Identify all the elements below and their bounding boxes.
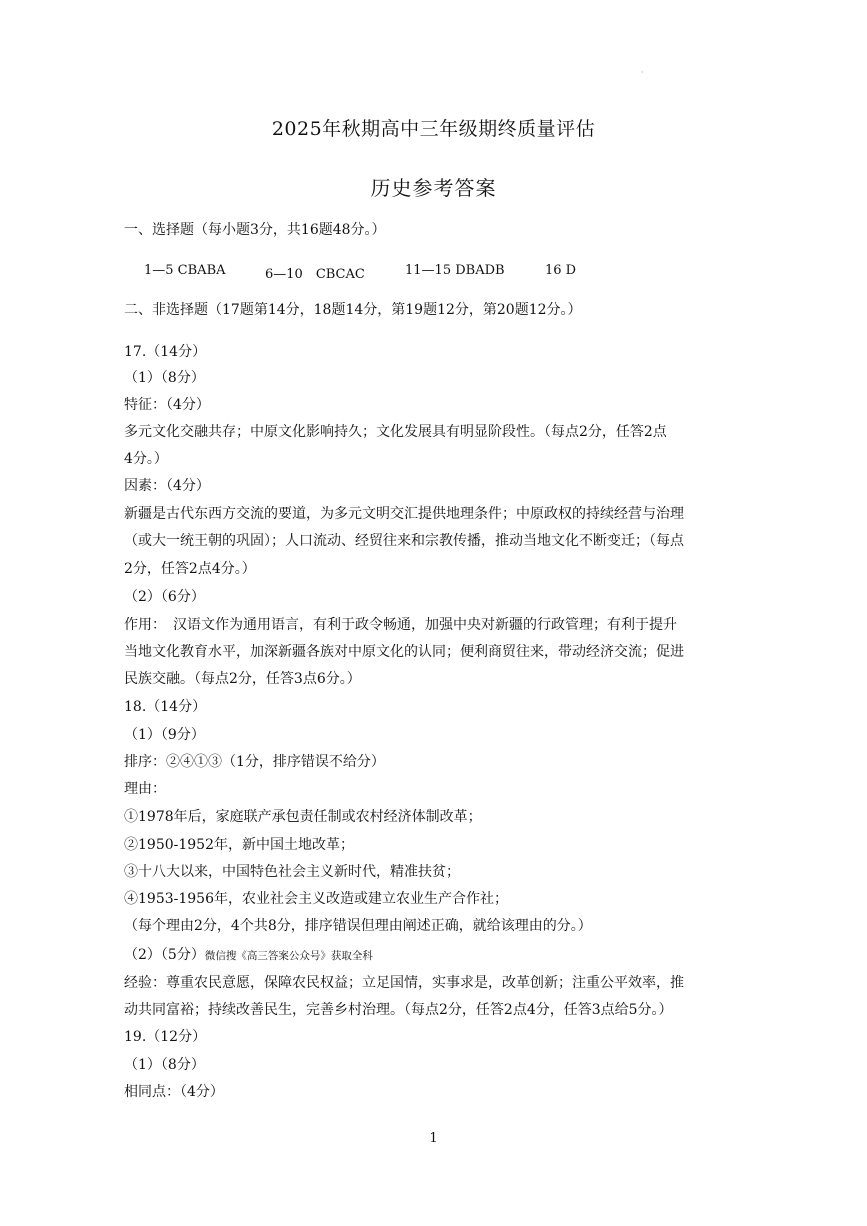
document-title: 2025年秋期高中三年级期终质量评估 — [271, 118, 596, 140]
q18-part2 — [124, 946, 373, 965]
q18-part1: （1）（9分） — [124, 727, 205, 743]
q18-experience-line1: 经验：尊重农民意愿，保障农民权益；立足国情，实事求是，改革创新；注重公平效率，推 — [124, 975, 684, 991]
q18-title: 18.（14分） — [124, 699, 207, 715]
section2-heading: 二、非选择题（17题第14分，18题14分，第19题12分，第20题12分。） — [124, 302, 582, 318]
answer-group-4: 16 D — [545, 263, 577, 278]
q18-reason-1: ①1978年后，家庭联产承包责任制或农村经济体制改革； — [124, 809, 482, 825]
page-number: 1 — [429, 1131, 438, 1146]
q17-feature-line2: 4分。） — [124, 451, 168, 467]
q17-feature-label: 特征：（4分） — [124, 397, 210, 413]
answer-group-1: 1—5 CBABA — [144, 263, 226, 278]
q17-factor-line3: 2分，任答2点4分。） — [124, 561, 256, 577]
q17-title: 17.（14分） — [124, 344, 207, 360]
q17-effect-line3: 民族交融。（每点2分，任答3点6分。） — [124, 671, 361, 687]
q17-part2: （2）（6分） — [124, 589, 205, 605]
document-subtitle: 历史参考答案 — [370, 176, 497, 200]
q17-factor-line2: （或大一统王朝的巩固）；人口流动、经贸往来和宗教传播，推动当地文化不断变迁；（每点 — [124, 533, 684, 549]
q18-part2-label: （2）（5分） — [124, 947, 205, 963]
q17-effect-line1: 作用： 汉语文作为通用语言，有利于政令畅通，加强中央对新疆的行政管理；有利于提升 — [124, 617, 677, 633]
answer-group-2: 6—10 CBCAC — [265, 267, 365, 282]
q18-reason-3: ③十八大以来，中国特色社会主义新时代，精准扶贫； — [124, 864, 460, 880]
q17-part1: （1）（8分） — [124, 370, 205, 386]
q19-part1: （1）（8分） — [124, 1057, 205, 1073]
q18-reason-2: ②1950-1952年，新中国土地改革； — [124, 837, 354, 853]
q18-reason-label: 理由： — [124, 781, 166, 797]
answer-group-3: 11—15 DBADB — [405, 263, 505, 278]
q19-title: 19.（12分） — [124, 1029, 207, 1045]
section1-heading: 一、选择题（每小题3分，共16题48分。） — [124, 222, 386, 238]
q19-same-label: 相同点：（4分） — [124, 1084, 224, 1100]
corner-mark: · — [641, 68, 644, 77]
q17-feature-line1: 多元文化交融共存；中原文化影响持久；文化发展具有明显阶段性。（每点2分，任答2点 — [124, 424, 667, 440]
q17-factor-line1: 新疆是古代东西方交流的要道，为多元文明交汇提供地理条件；中原政权的持续经营与治理 — [124, 506, 684, 522]
q17-factor-label: 因素：（4分） — [124, 478, 210, 494]
q18-reason-note: （每个理由2分，4个共8分，排序错误但理由阐述正确，就给该理由的分。） — [124, 918, 592, 934]
q18-reason-4: ④1953-1956年，农业社会主义改造或建立农业生产合作社； — [124, 891, 508, 907]
q18-part2-note: 微信搜《高三答案公众号》获取全科 — [204, 950, 373, 962]
q18-experience-line2: 动共同富裕；持续改善民生，完善乡村治理。（每点2分，任答2点4分，任答3点给5分。） — [124, 1002, 673, 1018]
q17-effect-line2: 当地文化教育水平，加深新疆各族对中原文化的认同；便利商贸往来，带动经济交流；促进 — [124, 644, 684, 660]
q18-order: 排序：②④①③（1分，排序错误不给分） — [124, 754, 385, 770]
